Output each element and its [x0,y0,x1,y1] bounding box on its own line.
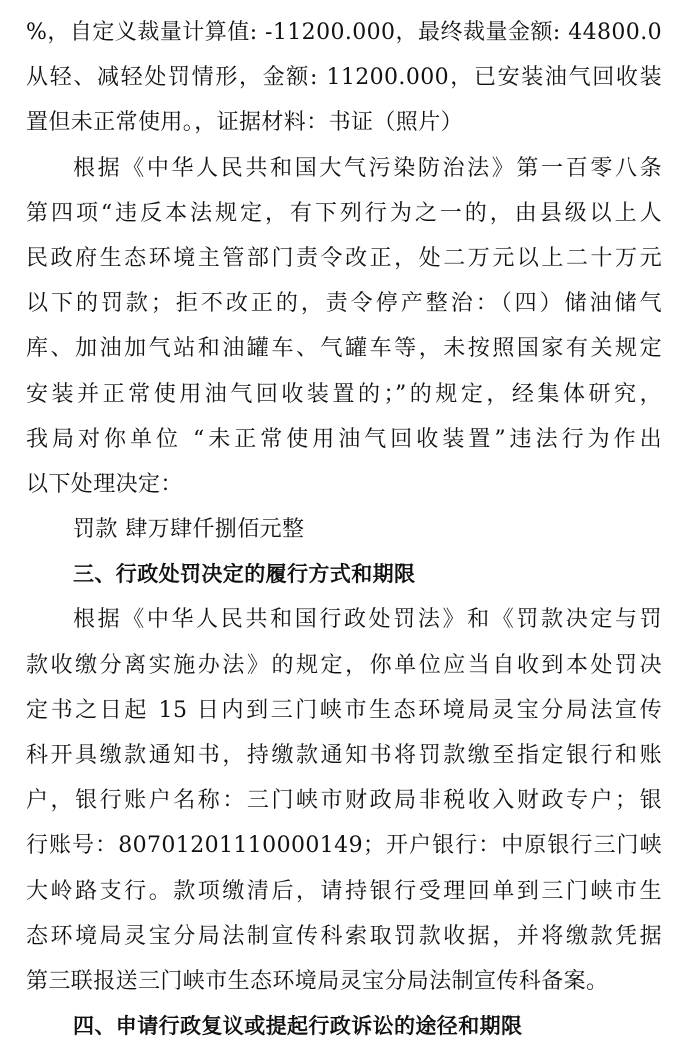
section-heading-4: 四、申请行政复议或提起行政诉讼的途径和期限 [73,1014,523,1039]
text-line: 以下的罚款；拒不改正的，责令停产整治：（四）储油储气 [26,291,662,317]
paragraph-fine-details [26,10,662,146]
text-line: 库、加油加气站和油罐车、气罐车等，未按照国家有关规定 [26,336,662,362]
text-line: 安装并正常使用油气回收装置的；”的规定，经集体研究， [26,381,662,407]
text-line: 定书之日起 15 日内到三门峡市生态环境局灵宝分局法宣传 [26,697,662,723]
document-page [26,10,662,1049]
text-line: 我局对你单位 “未正常使用油气回收装置”违法行为作出 [26,426,662,452]
text-line: 以下处理决定： [26,471,183,497]
paragraph-legal-basis [26,146,662,508]
paragraph-payment-method [26,597,662,1004]
text-line: 态环境局灵宝分局法制宣传科索取罚款收据，并将缴款凭据 [26,923,662,949]
text-line: 第四项“违反本法规定，有下列行为之一的，由县级以上人 [26,200,662,226]
text-line: 户，银行账户名称：三门峡市财政局非税收入财政专户；银 [26,788,662,814]
section-heading-3: 三、行政处罚决定的履行方式和期限 [73,562,416,587]
text-line: 款收缴分离实施办法》的规定，你单位应当自收到本处罚决 [26,652,662,678]
text-line: 民政府生态环境主管部门责令改正，处二万元以上二十万元 [26,245,662,271]
text-line: 根据《中华人民共和国大气污染防治法》第一百零八条 [73,155,662,181]
text-line: 大岭路支行。款项缴清后，请持银行受理回单到三门峡市生 [26,878,662,904]
text-line: 从轻、减轻处罚情形，金额: 11200.000，已安装油气回收装 [26,65,662,91]
text-line: %，自定义裁量计算值: -11200.000，最终裁量金额: 44800.0 [26,20,662,45]
penalty-amount: 罚款 肆万肆仟捌佰元整 [73,517,305,543]
text-line: 行账号：80701201110000149；开户银行：中原银行三门峡 [26,833,662,859]
text-line: 置但未正常使用。，证据材料：书证（照片） [26,110,464,136]
text-line: 科开具缴款通知书，持缴款通知书将罚款缴至指定银行和账 [26,743,662,768]
text-line: 根据《中华人民共和国行政处罚法》和《罚款决定与罚 [73,607,662,633]
text-line: 第三联报送三门峡市生态环境局灵宝分局法制宣传科备案。 [26,968,609,994]
